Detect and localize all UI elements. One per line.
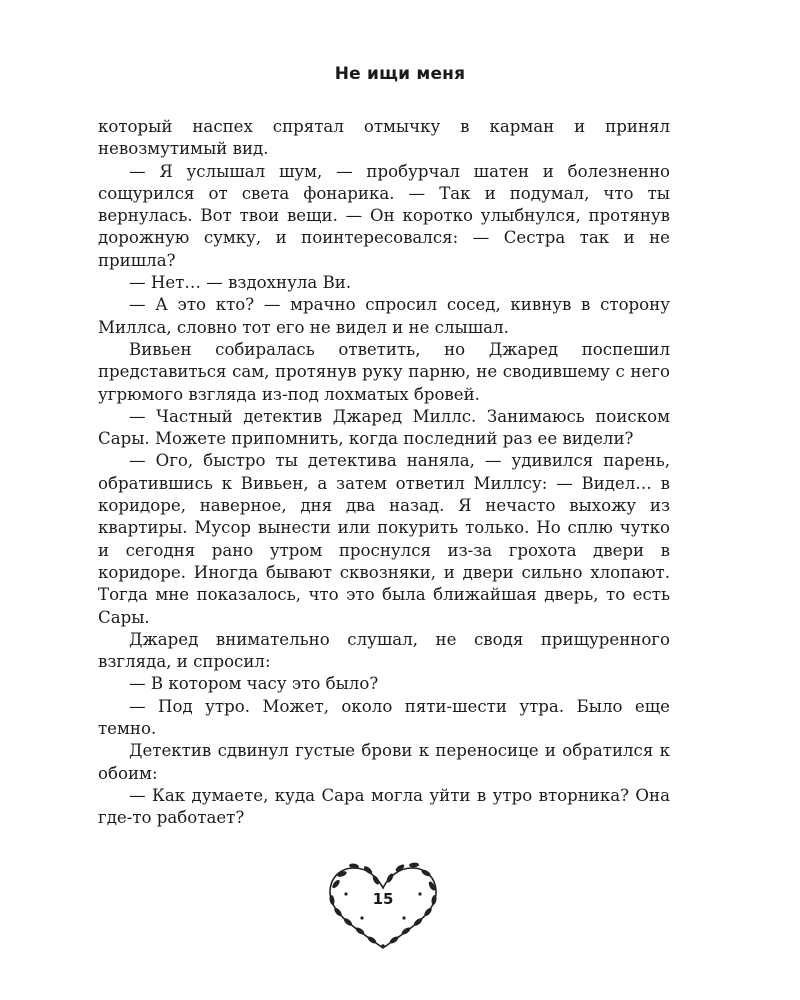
running-header: Не ищи меня <box>334 64 466 84</box>
paragraph: — Нет… — вздохнула Ви. <box>129 273 352 293</box>
paragraph: — Как думаете, куда Сара могла уйти в утро вторника? Она где-то работает? <box>98 785 670 828</box>
paragraph: — Под утро. Может, около пяти-шести утра. Было еще темно. <box>98 696 670 739</box>
paragraph: — В котором часу это было? <box>129 674 379 694</box>
page-number-ornament <box>318 856 448 956</box>
paragraph: — Я услышал шум, — пробурчал шатен и болезненно сощурился от света фонарика. — Так и подумал, что ты вернулась. Вот твои вещи. — Он коротко улыбнулся, протянув дорожную сумку, и поинтересовался: — Сестра так и не пришла? <box>98 161 670 270</box>
paragraph: Джаред внимательно слушал, не сводя прищуренного взгляда, и спросил: <box>98 629 670 672</box>
paragraph: который наспех спрятал отмычку в карман и принял невозмутимый вид. <box>98 117 670 159</box>
paragraph: Детектив сдвинул густые брови к переносице и обратился к обоим: <box>98 741 670 783</box>
page-number: 15 <box>372 890 394 908</box>
paragraph: — А это кто? — мрачно спросил сосед, кивнув в сторону Миллса, словно тот его не видел и не слышал. <box>98 295 670 337</box>
body-text <box>98 116 670 830</box>
paragraph: Вивьен собиралась ответить, но Джаред поспешил представиться сам, протянув руку парню, не сводившему с него угрюмого взгляда из-под лохматых бровей. <box>98 339 670 404</box>
paragraph: — Ого, быстро ты детектива наняла, — удивился парень, обратившись к Вивьен, а затем ответил Миллсу: — Видел… в коридоре, наверное, дня два назад. Я нечасто выхожу из квартиры. Мусор вынести или покурить только. Но сплю чутко и сегодня рано утром проснулся из-за грохота двери в коридоре. Иногда бывают сквозняки, и двери сильно хлопают. Тогда мне показалось, что это была ближайшая дверь, то есть Сары. <box>98 451 670 627</box>
paragraph: — Частный детектив Джаред Миллс. Занимаюсь поиском Сары. Можете припомнить, когда последний раз ее видели? <box>98 406 670 449</box>
